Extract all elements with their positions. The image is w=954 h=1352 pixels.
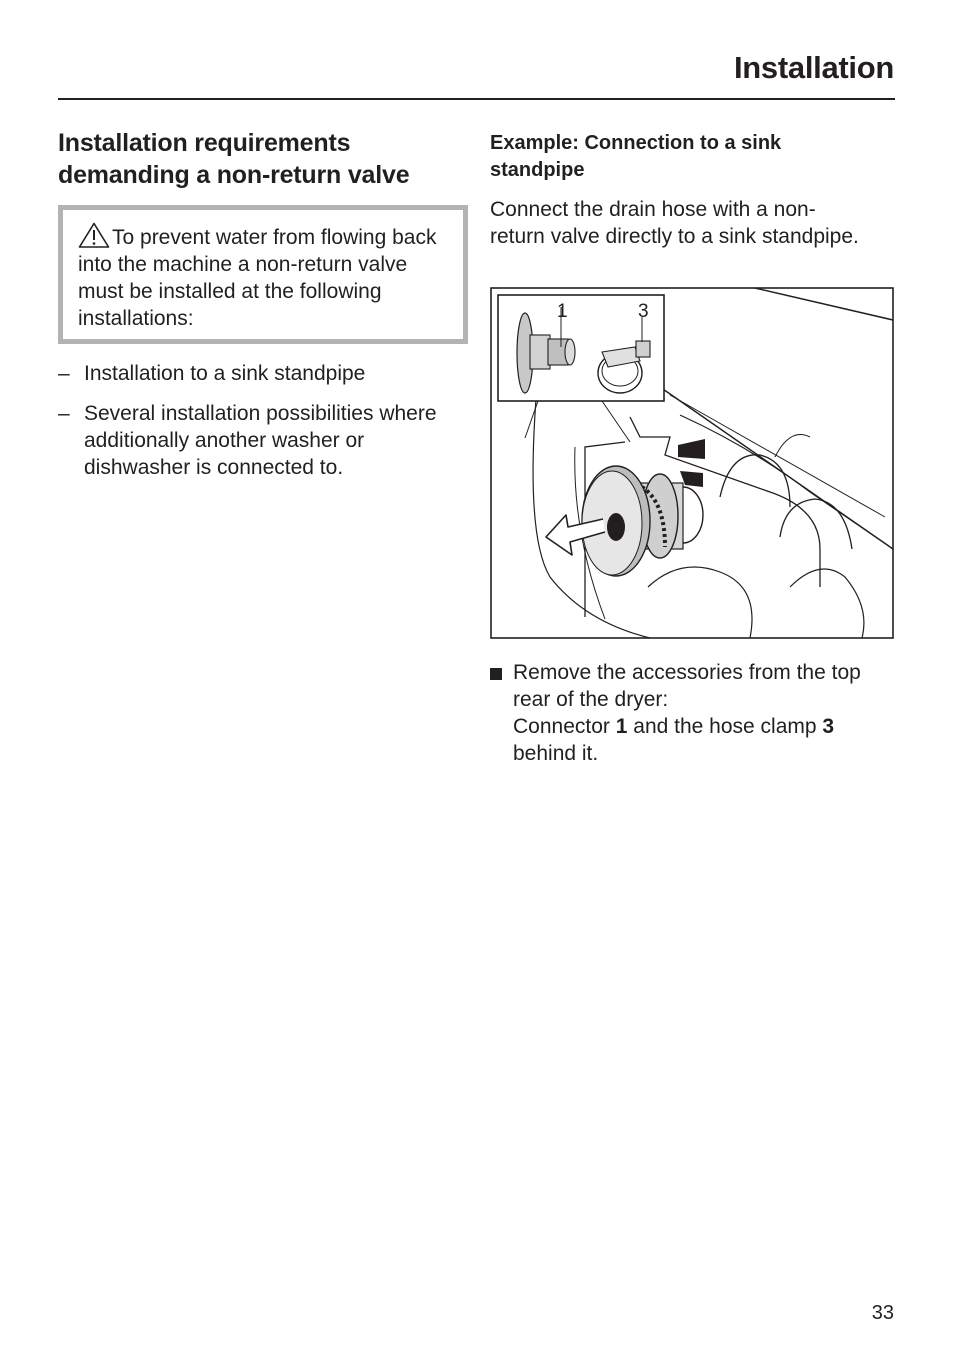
installation-list: [58, 360, 468, 481]
clamp-number: 3: [822, 715, 835, 738]
list-dash: –: [58, 402, 70, 425]
section-heading: Installation requirements demanding a non-return valve: [58, 129, 410, 189]
warning-box: [58, 205, 468, 344]
header-divider: [58, 98, 895, 100]
callout-label-1: 1: [557, 301, 568, 322]
list-item: [58, 400, 468, 481]
behind-text: behind it.: [513, 742, 599, 765]
connector-label: Connector: [513, 715, 610, 738]
right-column: [490, 130, 895, 765]
square-bullet-icon: [490, 668, 502, 680]
page-header-title: Installation: [733, 50, 894, 85]
list-item: [58, 360, 468, 387]
warning-text: To prevent water from flowing back into the machine a non-return valve must be installed at the following installations:: [78, 226, 437, 330]
installation-illustration: [490, 287, 894, 639]
page-number: 33: [871, 1302, 894, 1324]
connector-number: 1: [615, 715, 628, 738]
intro-text: Connect the drain hose with a non-return valve directly to a sink standpipe.: [490, 198, 859, 248]
list-item-text: Installation to a sink standpipe: [84, 362, 366, 385]
callout-label-3: 3: [638, 301, 649, 322]
example-heading: Example: Connection to a sink standpipe: [490, 132, 782, 181]
and-text: and the hose clamp: [633, 715, 817, 738]
step-line1: Remove the accessories from the top rear of the dryer:: [513, 661, 861, 711]
warning-triangle-icon: [78, 222, 110, 248]
list-item-text: Several installation possibilities where additionally another washer or dishwasher is connected to.: [84, 402, 437, 479]
instruction-step: [490, 659, 895, 767]
left-column: [58, 127, 468, 494]
list-dash: –: [58, 362, 70, 385]
